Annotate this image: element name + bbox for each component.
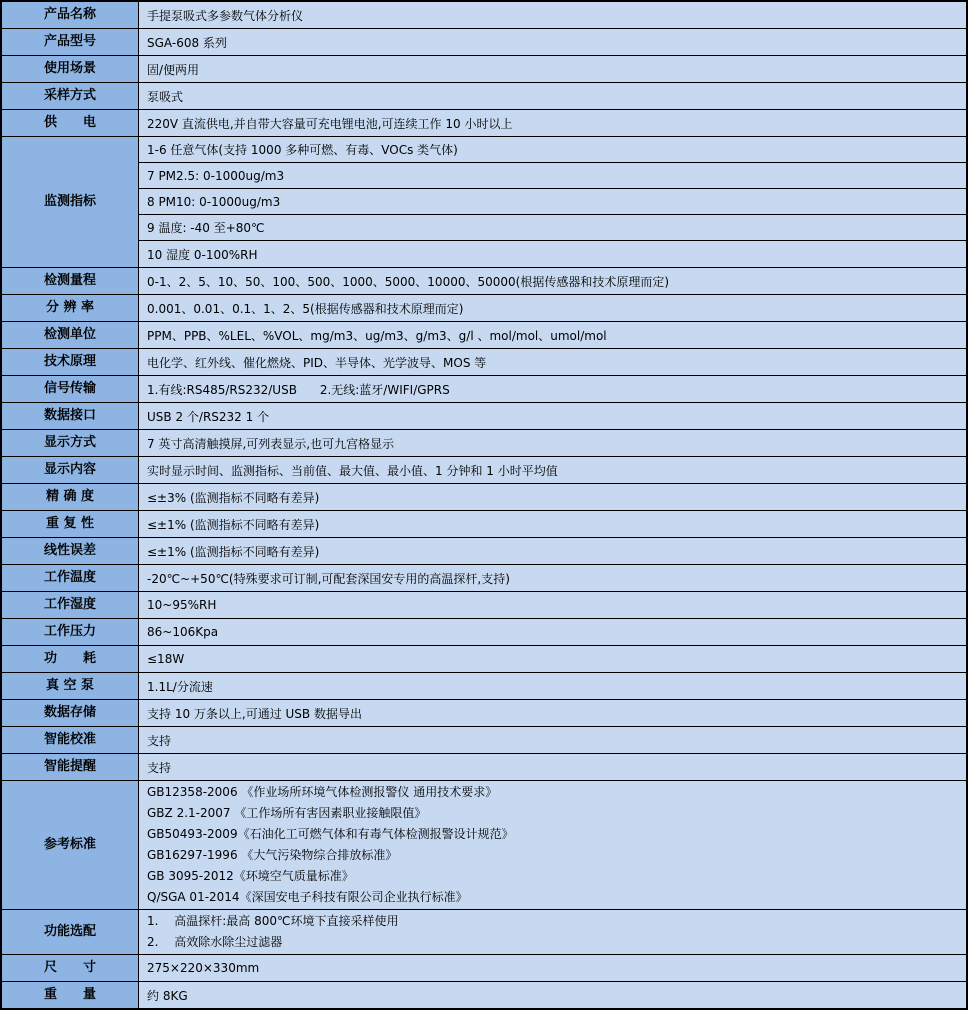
spec-value-cell: 7 英寸高清触摸屏,可列表显示,也可九宫格显示 <box>147 436 395 451</box>
table-row <box>2 781 966 910</box>
table-row <box>2 619 966 646</box>
row-content <box>139 619 966 645</box>
table-row <box>2 430 966 457</box>
row-content <box>139 457 966 483</box>
row-label: 重 复 性 <box>2 511 139 537</box>
spec-value-cell: 支持 10 万条以上,可通过 USB 数据导出 <box>147 706 362 721</box>
row-content <box>139 700 966 726</box>
spec-value-line: 2. 高效除水除尘过滤器 <box>147 935 283 949</box>
row-content <box>139 295 966 321</box>
spec-value-cell: 1.1L/分流速 <box>147 679 213 694</box>
table-row <box>2 403 966 430</box>
spec-value-line: GB 3095-2012《环境空气质量标准》 <box>147 869 354 883</box>
table-row <box>2 376 966 403</box>
spec-value-line: GB50493-2009《石油化工可燃气体和有毒气体检测报警设计规范》 <box>147 827 514 841</box>
spec-value-cell: -20℃~+50℃(特殊要求可订制,可配套深国安专用的高温探杆,支持) <box>147 571 510 586</box>
row-label: 数据存储 <box>2 700 139 726</box>
spec-value-cell: 10 湿度 0-100%RH <box>147 247 258 262</box>
table-row <box>2 910 966 955</box>
row-label: 信号传输 <box>2 376 139 402</box>
row-content <box>139 268 966 294</box>
row-label: 功 耗 <box>2 646 139 672</box>
row-label: 工作湿度 <box>2 592 139 618</box>
table-row <box>2 484 966 511</box>
row-content <box>139 538 966 564</box>
row-label: 使用场景 <box>2 56 139 82</box>
spec-value-cell: 电化学、红外线、催化燃烧、PID、半导体、光学波导、MOS 等 <box>147 355 487 370</box>
spec-value-cell: 86~106Kpa <box>147 625 219 639</box>
row-label: 真 空 泵 <box>2 673 139 699</box>
spec-value-cell: SGA-608 系列 <box>147 35 227 50</box>
row-content <box>139 673 966 699</box>
table-row <box>2 727 966 754</box>
row-label: 工作温度 <box>2 565 139 591</box>
table-row <box>2 29 966 56</box>
spec-value-cell: USB 2 个/RS232 1 个 <box>147 409 270 424</box>
row-label: 显示方式 <box>2 430 139 456</box>
spec-value-cell: 支持 <box>147 760 172 775</box>
spec-value-cell: 实时显示时间、监测指标、当前值、最大值、最小值、1 分钟和 1 小时平均值 <box>147 463 558 478</box>
spec-value-cell: 泵吸式 <box>147 89 184 104</box>
spec-value-cell: PPM、PPB、%LEL、%VOL、mg/m3、ug/m3、g/m3、g/l 、mol/mol、umol/mol <box>147 328 607 343</box>
spec-value-line: Q/SGA 01-2014《深国安电子科技有限公司企业执行标准》 <box>147 890 468 904</box>
table-row <box>2 955 966 982</box>
spec-value-cell: 275×220×330mm <box>147 961 260 975</box>
row-label: 供 电 <box>2 110 139 136</box>
row-label: 线性误差 <box>2 538 139 564</box>
row-content <box>139 56 966 82</box>
spec-value-cell: ≤±1% (监测指标不同略有差异) <box>147 517 320 532</box>
table-row <box>2 457 966 484</box>
row-label: 尺 寸 <box>2 955 139 981</box>
spec-value-line: GB12358-2006 《作业场所环境气体检测报警仪 通用技术要求》 <box>147 785 498 799</box>
row-label: 技术原理 <box>2 349 139 375</box>
row-label: 参考标准 <box>2 781 139 909</box>
spec-value-line: GBZ 2.1-2007 《工作场所有害因素职业接触限值》 <box>147 806 427 820</box>
row-content <box>139 376 966 402</box>
table-row <box>2 268 966 295</box>
spec-value-cell: 7 PM2.5: 0-1000ug/m3 <box>139 163 966 189</box>
table-row <box>2 56 966 83</box>
row-content <box>139 29 966 55</box>
row-content <box>139 592 966 618</box>
table-row <box>2 511 966 538</box>
spec-value-cell: 0.001、0.01、0.1、1、2、5(根据传感器和技术原理而定) <box>147 301 464 316</box>
table-row <box>2 982 966 1008</box>
spec-value-cell: 0-1、2、5、10、50、100、500、1000、5000、10000、50000(根据传感器和技术原理而定) <box>147 274 670 289</box>
table-row <box>2 349 966 376</box>
spec-value-cell: 固/便两用 <box>147 62 200 77</box>
spec-value-cell: 手提泵吸式多参数气体分析仪 <box>147 8 304 23</box>
row-content <box>139 727 966 753</box>
spec-value-cell: 9 温度: -40 至+80℃ <box>139 215 966 241</box>
row-label: 产品名称 <box>2 2 139 28</box>
row-label: 显示内容 <box>2 457 139 483</box>
row-label: 检测量程 <box>2 268 139 294</box>
spec-value-cell: 10~95%RH <box>147 598 217 612</box>
spec-value-cell: 约 8KG <box>147 988 188 1003</box>
row-label: 工作压力 <box>2 619 139 645</box>
row-content <box>139 955 966 981</box>
spec-value-line: GB16297-1996 《大气污染物综合排放标准》 <box>147 848 398 862</box>
spec-value-cell: 支持 <box>147 733 172 748</box>
spec-value-cell: ≤±1% (监测指标不同略有差异) <box>147 544 320 559</box>
row-label: 功能选配 <box>2 910 139 954</box>
spec-value-cell: 1.有线:RS485/RS232/USB 2.无线:蓝牙/WIFI/GPRS <box>147 382 450 397</box>
row-content <box>139 781 966 909</box>
row-content <box>139 910 966 954</box>
row-content <box>139 565 966 591</box>
table-row <box>2 110 966 137</box>
row-label: 智能提醒 <box>2 754 139 780</box>
table-row <box>2 295 966 322</box>
table-row <box>2 137 966 268</box>
row-content <box>139 110 966 136</box>
row-label: 产品型号 <box>2 29 139 55</box>
spec-value-cell: ≤±3% (监测指标不同略有差异) <box>147 490 320 505</box>
row-label: 检测单位 <box>2 322 139 348</box>
table-row <box>2 538 966 565</box>
row-label: 数据接口 <box>2 403 139 429</box>
row-label: 精 确 度 <box>2 484 139 510</box>
table-row <box>2 673 966 700</box>
row-content <box>139 83 966 109</box>
row-content <box>139 430 966 456</box>
table-row <box>2 565 966 592</box>
row-content <box>139 484 966 510</box>
row-content <box>139 137 966 267</box>
row-content <box>139 322 966 348</box>
spec-value-cell: 220V 直流供电,并自带大容量可充电锂电池,可连续工作 10 小时以上 <box>147 116 513 131</box>
row-content <box>139 349 966 375</box>
row-label: 分 辨 率 <box>2 295 139 321</box>
table-row <box>2 83 966 110</box>
table-row <box>2 700 966 727</box>
table-row <box>2 592 966 619</box>
table-row <box>2 754 966 781</box>
row-content <box>139 754 966 780</box>
spec-value-line: 1. 高温探杆:最高 800℃环境下直接采样使用 <box>147 914 399 928</box>
row-label: 监测指标 <box>2 137 139 267</box>
row-label: 采样方式 <box>2 83 139 109</box>
spec-value-cell: 8 PM10: 0-1000ug/m3 <box>139 189 966 215</box>
row-content <box>139 511 966 537</box>
row-label: 智能校准 <box>2 727 139 753</box>
row-label: 重 量 <box>2 982 139 1008</box>
table-row <box>2 2 966 29</box>
table-row <box>2 322 966 349</box>
table-row <box>2 646 966 673</box>
row-content <box>139 2 966 28</box>
row-content <box>139 403 966 429</box>
spec-value-cell: ≤18W <box>147 652 185 666</box>
spec-value-cell: 1-6 任意气体(支持 1000 多种可燃、有毒、VOCs 类气体) <box>139 137 966 163</box>
row-content <box>139 982 966 1008</box>
row-content <box>139 646 966 672</box>
